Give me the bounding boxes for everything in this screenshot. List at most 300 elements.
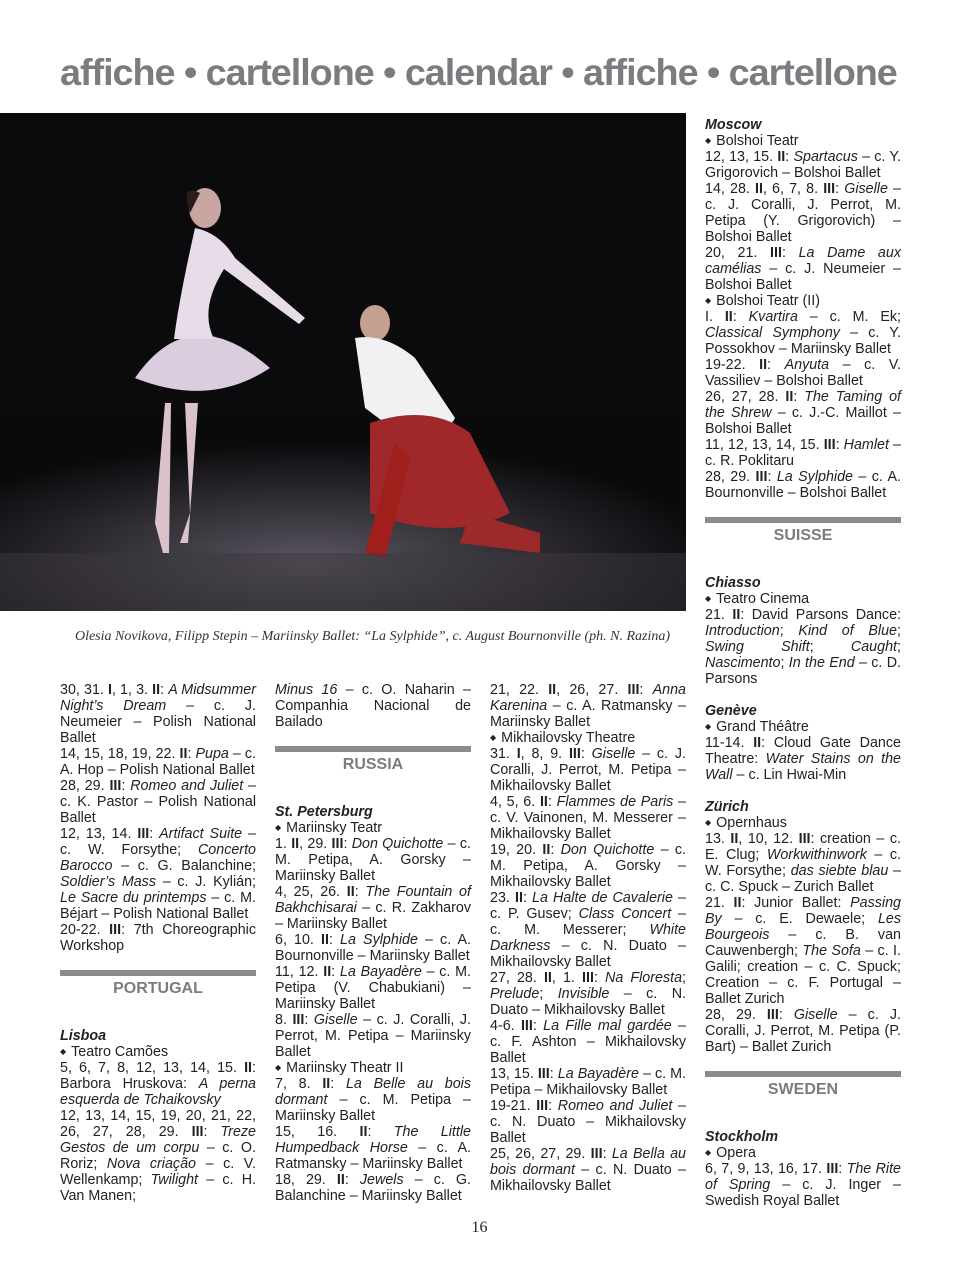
text-run: – c. V. Vainonen, M. Messerer – Mikhailovsky Ballet — [490, 794, 687, 842]
act-numeral: II — [730, 831, 739, 847]
section-header — [705, 517, 901, 545]
work-title: In the End — [788, 655, 855, 671]
text-run: 8. — [275, 1012, 293, 1028]
text-run: : Barbora Hruskova: — [60, 1060, 256, 1092]
performance-listing — [705, 309, 901, 357]
text-run: – c. A. Ratmansky – Mariinsky Ballet — [275, 1140, 471, 1172]
performance-listing — [490, 1066, 686, 1098]
text-run: 25, 26, 27, 29. — [490, 1146, 591, 1162]
work-title: Introduction — [705, 623, 780, 639]
act-numeral: II — [733, 895, 742, 911]
work-title: das siebte blau — [790, 863, 889, 879]
work-title: The Rite of Spring — [705, 1161, 901, 1193]
work-title: La Sylphide — [340, 932, 418, 948]
photo-caption: Olesia Novikova, Filipp Stepin – Mariinsky Ballet: “La Sylphide”, c. August Bournonville (ph. N. Razina) — [74, 629, 671, 644]
text-run: : — [187, 746, 196, 762]
act-numeral: III — [292, 1012, 305, 1028]
performance-listing — [60, 778, 256, 826]
work-title: La Belle au bois dormant — [275, 1076, 471, 1108]
performance-listing — [60, 826, 256, 922]
text-run: ; — [780, 655, 789, 671]
text-run: , 29. — [299, 836, 332, 852]
text-run: : — [835, 181, 845, 197]
text-run: ; — [779, 623, 799, 639]
text-run: – c. V. Wellenkamp; — [60, 1156, 257, 1188]
work-title: Twilight — [150, 1172, 198, 1188]
text-run: – c. J. Coralli, J. Perrot, M. Petipa – Mikhailovsky Ballet — [490, 746, 686, 794]
performance-listing — [490, 842, 686, 890]
work-title: Flammes de Paris — [556, 794, 674, 810]
work-title: Don Quichotte — [351, 836, 444, 852]
text-run: – c. B. van Cauwenbergh; — [705, 927, 901, 959]
performance-listing — [705, 735, 901, 783]
act-numeral: III — [137, 826, 150, 842]
text-run: – c. N. Duato – Mikhailovsky Ballet — [490, 938, 686, 970]
work-title: Nova criação — [106, 1156, 196, 1172]
city-heading: St. Petersburg — [275, 804, 373, 820]
work-title: Romeo and Juliet — [130, 778, 244, 794]
work-title: Na Floresta — [605, 970, 683, 986]
work-title: Giselle — [793, 1007, 838, 1023]
performance-listing — [490, 794, 686, 842]
text-run: : — [793, 389, 805, 405]
act-numeral: II — [244, 1060, 253, 1076]
text-run: – c. R. Zakharov – Mariinsky Ballet — [275, 900, 471, 932]
work-title: Swing Shift — [705, 639, 810, 655]
performance-listing — [275, 1124, 471, 1172]
text-run: – c. A. Bournonville – Bolshoi Ballet — [705, 469, 901, 501]
work-title: A Midsummer Night’s Dream — [60, 682, 256, 714]
work-title: The Fountain of Bakhchisarai — [275, 884, 471, 916]
performance-listing — [275, 1012, 471, 1060]
act-numeral: II — [291, 836, 300, 852]
text-run: – c. C. Spuck – Zurich Ballet — [705, 863, 901, 895]
text-run: 14, 15, 18, 19, 22. — [60, 746, 180, 762]
text-run: , 1. — [551, 970, 582, 986]
text-run: : — [785, 149, 794, 165]
performance-listing — [490, 1018, 686, 1066]
text-run: : — [304, 1012, 314, 1028]
text-run: – c. M. Petipa (V. Chabukiani) – Mariinsky Ballet — [275, 964, 472, 1012]
text-run: – c. E. Dewaele; — [721, 911, 878, 927]
venue-name: ◆ Mariinsky Theatr II — [275, 1060, 471, 1076]
performance-listing — [275, 1172, 471, 1204]
performance-listing — [490, 746, 686, 794]
work-title: The Little Humpedback Horse — [275, 1124, 471, 1156]
performance-listing — [705, 1161, 901, 1209]
text-run: : — [331, 964, 340, 980]
act-numeral: III — [590, 1146, 603, 1162]
work-title: Giselle — [313, 1012, 358, 1028]
text-run: – c. P. Gusev; — [490, 890, 686, 922]
text-run: 4, 5, 6. — [490, 794, 540, 810]
section-header — [275, 746, 471, 774]
column-2 — [275, 682, 471, 1204]
text-run: – c. M. Béjart – Polish National Ballet — [60, 890, 256, 922]
text-run: 12, 13, 14. — [60, 826, 138, 842]
venue-name: ◆ Opera — [705, 1145, 901, 1161]
city-heading: Zürich — [705, 799, 749, 815]
text-run: : — [328, 932, 341, 948]
city-heading: Genève — [705, 703, 757, 719]
text-run: : — [602, 1146, 612, 1162]
text-run: ; — [897, 623, 901, 639]
act-numeral: II — [777, 149, 786, 165]
text-run: : — [343, 836, 352, 852]
performance-listing — [275, 932, 471, 964]
text-run: 26, 27, 28. — [705, 389, 786, 405]
work-title: Soldier’s Mass — [60, 874, 156, 890]
text-run: : — [532, 1018, 544, 1034]
act-numeral: II — [543, 970, 552, 986]
performance-listing — [60, 682, 256, 746]
city-heading: Chiasso — [705, 575, 761, 591]
text-run: 18, 29. — [275, 1172, 337, 1188]
venue-name: ◆ Teatro Camões — [60, 1044, 256, 1060]
venue-name: ◆ Mariinsky Teatr — [275, 820, 471, 836]
text-run: 5, 6, 7, 8, 12, 13, 14, 15. — [60, 1060, 245, 1076]
work-title: Prelude — [490, 986, 540, 1002]
text-run: 12, 13, 14, 15, 19, 20, 21, 22, 26, 27, 28, 29. — [60, 1108, 256, 1140]
text-run: , 10, 12. — [738, 831, 799, 847]
text-run: – c. A. Hop – Polish National Ballet — [60, 746, 256, 778]
act-numeral: II — [322, 1076, 331, 1092]
work-title: Minus 16 — [275, 682, 338, 698]
text-run: 19, 20. — [490, 842, 543, 858]
act-numeral: II — [753, 735, 762, 751]
city-heading: Moscow — [705, 117, 762, 133]
venue-name: ◆ Opernhaus — [705, 815, 901, 831]
text-run: : — [522, 890, 533, 906]
text-run: – c. M. Petipa, A. Gorsky – Mariinsky Ballet — [275, 836, 471, 884]
text-run: : 7th Choreographic Workshop — [60, 922, 256, 954]
performance-listing — [275, 884, 471, 932]
work-title: Kvartira — [748, 309, 798, 325]
city-heading: Stockholm — [705, 1129, 779, 1145]
text-run: : — [639, 682, 653, 698]
text-run: – c. J. Kylián; — [155, 874, 256, 890]
venue-name: ◆ Bolshoi Teatr — [705, 133, 901, 149]
work-title: La Bayadère — [557, 1066, 639, 1082]
text-run: : — [732, 309, 749, 325]
work-title: Class Concert — [578, 906, 672, 922]
section-title: RUSSIA — [342, 756, 404, 773]
text-run: : — [547, 794, 557, 810]
text-run: : — [149, 826, 160, 842]
text-run: – c. J. Coralli, J. Perrot, M. Petipa (Y. Grigorovich) – Bolshoi Ballet — [705, 181, 901, 245]
text-run: : — [203, 1124, 221, 1140]
section-header — [705, 1071, 901, 1099]
performance-listing — [60, 1060, 256, 1108]
text-run: : — [549, 1066, 558, 1082]
act-numeral: III — [798, 831, 811, 847]
work-title: The Taming of the Shrew — [705, 389, 901, 421]
act-numeral: III — [766, 1007, 779, 1023]
text-run: : David Parsons Dance: — [740, 607, 901, 623]
text-run: – c. J. Inger – Swedish Royal Ballet — [705, 1177, 902, 1209]
venue-name: ◆ Bolshoi Teatr (II) — [705, 293, 901, 309]
act-numeral: III — [826, 1161, 839, 1177]
text-run: ; — [682, 970, 686, 986]
work-title: La Sylphide — [776, 469, 853, 485]
performance-listing — [705, 469, 901, 501]
performance-listing — [705, 149, 901, 181]
text-run: , 6, 7, 8. — [762, 181, 824, 197]
section-divider — [705, 1071, 901, 1077]
text-run: 15, 16. — [275, 1124, 360, 1140]
performance-listing — [705, 389, 901, 437]
text-run: 11, 12. — [275, 964, 324, 980]
work-title: Invisible — [557, 986, 610, 1002]
text-run: : — [767, 357, 785, 373]
act-numeral: III — [536, 1098, 549, 1114]
performance-listing — [490, 1098, 686, 1146]
act-numeral: I — [107, 682, 112, 698]
text-run: 28, 29. — [705, 469, 756, 485]
work-title: The Sofa — [802, 943, 861, 959]
work-title: Passing By — [705, 895, 901, 927]
act-numeral: II — [152, 682, 161, 698]
performance-listing — [705, 1007, 901, 1055]
text-run: : — [344, 1172, 360, 1188]
performance-listing — [275, 682, 471, 730]
text-run: 4, 25, 26. — [275, 884, 347, 900]
act-numeral: III — [823, 181, 836, 197]
act-numeral: III — [627, 682, 640, 698]
act-numeral: III — [520, 1018, 533, 1034]
performance-listing — [705, 895, 901, 1007]
text-run: – c. W. Forsythe; — [705, 847, 901, 879]
performance-listing — [490, 970, 686, 1018]
act-numeral: II — [785, 389, 794, 405]
work-title: Anyuta — [784, 357, 830, 373]
section-divider — [705, 517, 901, 523]
text-run: 6, 7, 9, 13, 16, 17. — [705, 1161, 827, 1177]
act-numeral: II — [359, 1124, 368, 1140]
act-numeral: III — [582, 970, 594, 986]
work-title: Jewels — [359, 1172, 404, 1188]
work-title: Caught — [850, 639, 897, 655]
text-run: : — [580, 746, 592, 762]
text-run: 28, 29. — [60, 778, 110, 794]
work-title: Le Sacre du printemps — [60, 890, 207, 906]
work-title: Classical Symphony — [705, 325, 840, 341]
text-run: : — [160, 682, 169, 698]
city-heading: Lisboa — [60, 1028, 107, 1044]
section-divider — [275, 746, 471, 752]
act-numeral: III — [755, 469, 768, 485]
text-run: – c. N. Duato – Mikhailovsky Ballet — [490, 1162, 686, 1194]
work-title: Les Bourgeois — [705, 911, 901, 943]
work-title: Giselle — [844, 181, 888, 197]
text-run: – c. G. Balanchine – Mariinsky Ballet — [275, 1172, 471, 1204]
text-run: – c. J. Neumeier – Polish National Ballet — [60, 698, 257, 746]
act-numeral: II — [321, 932, 329, 948]
performance-listing — [705, 607, 901, 687]
act-numeral: III — [109, 778, 122, 794]
text-run: 30, 31. — [60, 682, 108, 698]
venue-name: ◆ Teatro Cinema — [705, 591, 901, 607]
text-run: 14, 28. — [705, 181, 755, 197]
performance-listing — [275, 1076, 471, 1124]
work-title: Workwithinwork — [766, 847, 867, 863]
work-title: A perna esquerda de Tchaikovsky — [60, 1076, 256, 1108]
text-run: : — [550, 842, 561, 858]
text-run: : — [121, 778, 131, 794]
text-run: : — [767, 469, 777, 485]
text-run: – c. O. Roriz; — [60, 1140, 256, 1172]
text-run: 6, 10. — [275, 932, 322, 948]
text-run: 4-6. — [490, 1018, 521, 1034]
text-run: : Cloud Gate Dance Theatre: — [705, 735, 901, 767]
act-numeral: II — [732, 607, 741, 623]
text-run: ; — [539, 986, 558, 1002]
text-run: – c. A. Bournonville – Mariinsky Ballet — [275, 932, 472, 964]
act-numeral: II — [759, 357, 768, 373]
text-run: – c. A. Ratmansky – Mariinsky Ballet — [490, 698, 686, 730]
text-run: : — [778, 1007, 794, 1023]
act-numeral: II — [323, 964, 332, 980]
text-run: 11, 12, 13, 14, 15. — [705, 437, 824, 453]
performance-listing — [705, 245, 901, 293]
text-run: 19-22. — [705, 357, 760, 373]
section-header — [60, 970, 256, 998]
text-run: 23. — [490, 890, 515, 906]
work-title: Don Quichotte — [560, 842, 655, 858]
text-run: I. — [705, 309, 725, 325]
act-numeral: III — [109, 922, 122, 938]
text-run: 31. — [490, 746, 517, 762]
text-run: – c. K. Pastor – Polish National Ballet — [60, 778, 256, 826]
act-numeral: II — [755, 181, 763, 197]
text-run: – c. W. Forsythe; — [60, 826, 256, 858]
performance-listing — [705, 437, 901, 469]
text-run: – c. Lin Hwai-Min — [732, 767, 847, 783]
performance-listing — [275, 964, 471, 1012]
text-run: – c. H. Van Manen; — [60, 1172, 256, 1204]
text-run: 13. — [705, 831, 731, 847]
page-number: 16 — [471, 1219, 488, 1236]
performance-listing — [705, 181, 901, 245]
text-run: – c. J. Coralli, J. Perrot, M. Petipa – Mariinsky Ballet — [275, 1012, 471, 1060]
text-run: 20-22. — [60, 922, 110, 938]
text-run: : Junior Ballet: — [741, 895, 851, 911]
text-run: , 8, 9. — [520, 746, 569, 762]
act-numeral: II — [346, 884, 355, 900]
text-run: 19-21. — [490, 1098, 537, 1114]
performance-listing — [490, 682, 686, 730]
act-numeral: III — [770, 245, 782, 261]
text-run: – c. M. Petipa – Mikhailovsky Ballet — [490, 1066, 686, 1098]
text-run: – c. M. Messerer; — [490, 906, 686, 938]
section-title: SUISSE — [773, 527, 833, 544]
text-run: – c. M. Ek; — [797, 309, 902, 325]
text-run: – c. F. Ashton – Mikhailovsky Ballet — [490, 1018, 687, 1066]
masthead-title: affiche • cartellone • calendar • affiche • cartellone — [60, 52, 897, 93]
act-numeral: I — [516, 746, 521, 762]
work-title: Kind of Blue — [798, 623, 898, 639]
text-run: : — [835, 437, 844, 453]
text-run: 7, 8. — [275, 1076, 323, 1092]
ballet-photo — [0, 113, 686, 611]
performance-listing — [275, 836, 471, 884]
section-divider — [60, 970, 256, 976]
text-run: – c. Y. Possokhov – Mariinsky Ballet — [705, 325, 901, 357]
text-run: ; — [897, 639, 901, 655]
section-title: PORTUGAL — [113, 980, 203, 997]
performance-listing — [60, 746, 256, 778]
act-numeral: II — [539, 794, 548, 810]
act-numeral: II — [514, 890, 523, 906]
work-title: La Fille mal gardée — [543, 1018, 672, 1034]
text-run: 28, 29. — [705, 1007, 767, 1023]
performance-listing — [705, 357, 901, 389]
work-title: Water Stains on the Wall — [705, 751, 901, 783]
text-run: 21, 22. — [490, 682, 549, 698]
column-3 — [490, 682, 686, 1194]
work-title: La Bella au bois dormant — [490, 1146, 686, 1178]
act-numeral: II — [548, 682, 557, 698]
work-title: Spartacus — [793, 149, 858, 165]
text-run: : — [838, 1161, 847, 1177]
act-numeral: III — [823, 437, 836, 453]
text-run: 12, 13, 15. — [705, 149, 778, 165]
text-run: – c. J. Neumeier – Bolshoi Ballet — [705, 261, 901, 293]
text-run: 21. — [705, 895, 734, 911]
text-run: , 1, 3. — [111, 682, 153, 698]
column-4 — [705, 117, 901, 1209]
section-title: SWEDEN — [767, 1081, 839, 1098]
performance-listing — [490, 890, 686, 970]
act-numeral: II — [724, 309, 733, 325]
work-title: La Bayadère — [339, 964, 422, 980]
text-run: – c. O. Naharin – Companhia Nacional de Bailado — [275, 682, 472, 730]
act-numeral: II — [336, 1172, 345, 1188]
work-title: Treze Gestos de um corpu — [60, 1124, 256, 1156]
act-numeral: II — [179, 746, 188, 762]
act-numeral: III — [331, 836, 344, 852]
work-title: Pupa — [195, 746, 229, 762]
text-run: ; — [809, 639, 851, 655]
text-run: – c. Y. Grigorovich – Bolshoi Ballet — [705, 149, 901, 181]
text-run: : — [781, 245, 799, 261]
act-numeral: III — [537, 1066, 550, 1082]
text-run: 20, 21. — [705, 245, 771, 261]
text-run: – c. G. Balanchine; — [112, 858, 256, 874]
text-run: 21. — [705, 607, 733, 623]
text-run: – c. V. Vassiliev – Bolshoi Ballet — [705, 357, 902, 389]
text-run: – c. R. Poklitaru — [705, 437, 901, 469]
venue-name: ◆ Mikhailovsky Theatre — [490, 730, 686, 746]
work-title: Hamlet — [843, 437, 889, 453]
act-numeral: III — [568, 746, 581, 762]
text-run: 27, 28. — [490, 970, 544, 986]
text-run: – c. I. Galili; creation – c. C. Spuck; Creation – c. F. Portugal – Ballet Zurich — [705, 943, 901, 1007]
text-run: – c. J.-C. Maillot – Bolshoi Ballet — [705, 405, 901, 437]
work-title: Artifact Suite — [159, 826, 243, 842]
performance-listing — [490, 1146, 686, 1194]
performance-listing — [60, 922, 256, 954]
venue-name: ◆ Grand Théâtre — [705, 719, 901, 735]
work-title: La Halte de Cavalerie — [532, 890, 673, 906]
text-run: 11-14. — [705, 735, 754, 751]
work-title: White Darkness — [490, 922, 686, 954]
text-run: : — [330, 1076, 346, 1092]
text-run: – c. M. Petipa – Mariinsky Ballet — [275, 1092, 471, 1124]
text-run: 1. — [275, 836, 292, 852]
performance-listing — [60, 1108, 256, 1204]
work-title: Anna Karenina — [490, 682, 686, 714]
